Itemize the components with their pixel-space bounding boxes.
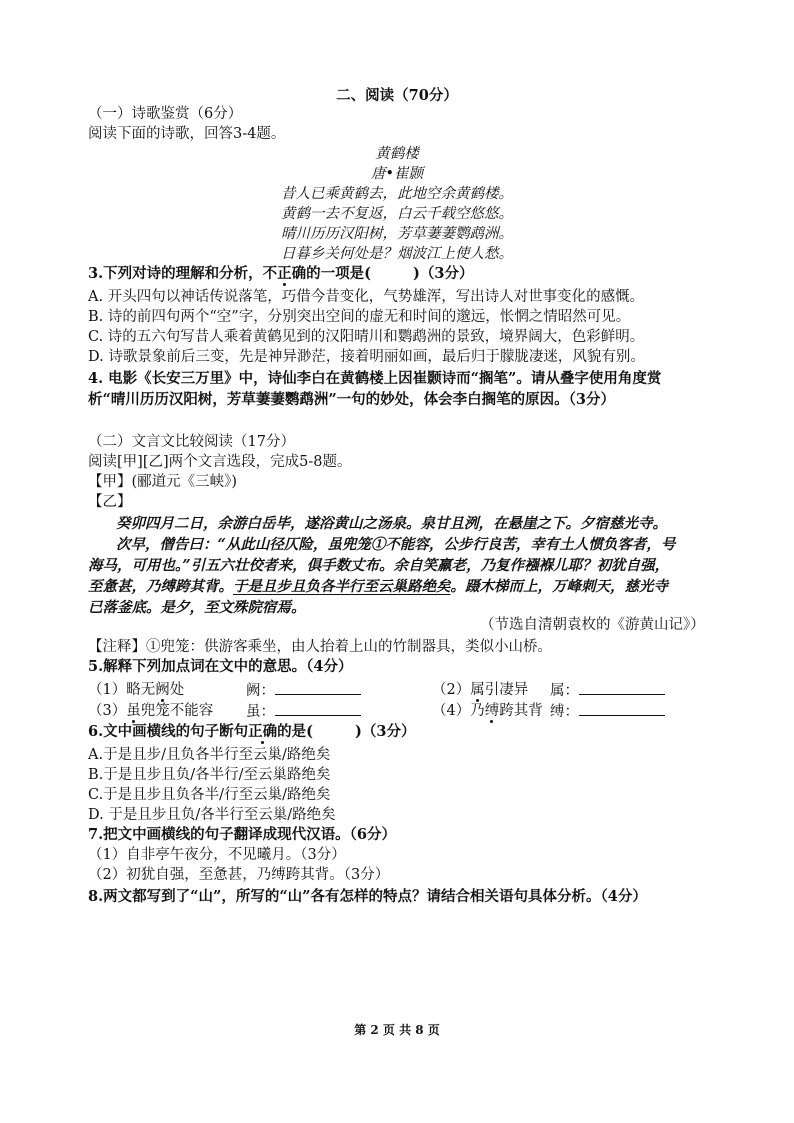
q5-item-3-pre: （3） — [88, 703, 127, 719]
passage-yi-label: 【乙】 — [88, 494, 132, 510]
question-5-title: 5.解释下列加点词在文中的意思。（4分） — [88, 658, 353, 675]
q5-item-3-dotted-word: 虽 — [126, 703, 141, 719]
page-footer: 第 2 页 共 8 页 — [354, 1023, 440, 1037]
passage-jia-label: 【甲】(郦道元《三峡》) — [88, 474, 238, 490]
part2-heading: （二）文言文比较阅读（17分） — [88, 434, 295, 450]
q5-item-3-label: 虽： — [246, 704, 275, 720]
q7-item-2: （2）初犹自强，至惫甚，乃缚跨其背。（3分） — [88, 867, 390, 883]
q5-item-3 — [88, 701, 213, 721]
q6-option-a: A.于是且步/且负各半行至云巢/路绝矣 — [88, 747, 331, 763]
poem-line-2: 黄鹤一去不复返，白云千载空悠悠。 — [281, 206, 513, 222]
q5-item-1-label: 阙： — [246, 683, 275, 699]
q3-option-a: A. 开头四句以神话传说落笔，巧借今昔变化，气势雄浑，写出诗人对世事变化的感慨。 — [88, 289, 645, 305]
q6-suffix: 的是( — [277, 723, 314, 740]
question-7-title: 7.把文中画横线的句子翻译成现代汉语。（6分） — [88, 826, 396, 843]
q5-item-2-label: 属： — [550, 683, 579, 699]
q6-score: )（3分） — [355, 723, 416, 740]
poem-line-1: 昔人已乘黄鹤去，此地空余黄鹤楼。 — [281, 186, 513, 202]
q5-item-4-label: 缚： — [550, 704, 579, 720]
q6-prefix: 6.文中画横线的句子断句 — [88, 723, 249, 740]
q3-emphasis-dotted: 不正确 — [262, 265, 307, 282]
q3-option-b: B. 诗的前四句两个“空”字，分别突出空间的虚无和时间的邈远，怅惘之情昭然可见。 — [88, 309, 631, 325]
q3-score: )（3分） — [413, 265, 474, 282]
q5-item-4-answer — [550, 701, 665, 722]
part1-instruction: 阅读下面的诗歌，回答3-4题。 — [88, 126, 286, 142]
passage-yi-line-1: 癸卯四月二日，余游白岳毕，遂浴黄山之汤泉。泉甘且洌，在悬崖之下。夕宿慈光寺。 — [116, 515, 667, 532]
poem-title: 黄鹤楼 — [375, 146, 419, 162]
poem-line-4: 日暮乡关何处是？烟波江上使人愁。 — [281, 246, 513, 262]
q5-item-4-pre: （4）乃 — [432, 703, 485, 719]
passage-note: 【注释】①兜笼：供游客乘坐，由人抬着上山的竹制器具，类似小山桥。 — [88, 639, 552, 655]
q5-item-4-blank[interactable] — [579, 701, 665, 716]
part1-heading: （一）诗歌鉴赏（6分） — [88, 106, 243, 122]
poem-line-3: 晴川历历汉阳树，芳草萋萋鹦鹉洲。 — [281, 226, 513, 242]
question-6 — [88, 722, 415, 742]
q6-emphasis-dotted: 正确 — [248, 723, 278, 740]
q5-item-2-dotted-word: 属 — [470, 682, 485, 698]
q5-item-3-answer — [246, 701, 361, 722]
passage-yi-line-4 — [88, 577, 668, 597]
passage-source: （节选自清朝袁枚的《游黄山记》） — [480, 617, 705, 633]
passage-yi-line-3: 海马，可用也。”引五六壮佼者来，俱手数丈布。余自笑羸老，乃复作襁褓儿耶？初犹自强， — [88, 557, 670, 574]
q6-option-c: C.于是且步且负各半/行至云巢/路绝矣 — [88, 787, 331, 803]
q3-prefix: 3.下列对诗的理解和分析， — [88, 265, 263, 282]
q5-item-1 — [88, 680, 184, 700]
q3-suffix: 的一项是( — [306, 265, 372, 282]
q7-item-1: （1）自非亭午夜分，不见曦月。（3分） — [88, 847, 346, 863]
q5-item-3-blank[interactable] — [275, 701, 361, 716]
passage-line4-post: 。蹑木梯而上，万峰刺天，慈光寺 — [450, 578, 668, 595]
q3-option-c: C. 诗的五六句写昔人乘着黄鹤见到的汉阳晴川和鹦鹉洲的景致，境界阔大，色彩鲜明。 — [88, 329, 645, 345]
q5-item-2-pre: （2） — [432, 682, 471, 698]
q5-item-4 — [432, 701, 543, 721]
underlined-sentence: 于是且步且负各半行至云巢路绝矣 — [233, 578, 451, 595]
q5-item-2-answer — [550, 680, 665, 701]
q5-item-1-blank[interactable] — [275, 680, 361, 695]
q5-item-1-dotted-word: 阙 — [155, 682, 170, 698]
q6-option-d: D. 于是且步且负/各半行至云巢/路绝矣 — [88, 807, 336, 823]
part2-instruction: 阅读[甲][乙]两个文言选段，完成5-8题。 — [88, 454, 352, 470]
passage-yi-line-5: 已落釜底。是夕，至文殊院宿焉。 — [88, 599, 306, 616]
question-4-line-2: 析“晴川历历汉阳树，芳草萋萋鹦鹉洲”一句的妙处，体会李白搁笔的原因。（3分） — [88, 391, 616, 408]
question-8: 8.两文都写到了“山”，所写的“山”各有怎样的特点？请结合相关语句具体分析。（4分） — [88, 888, 647, 905]
section-title: 二、阅读（70分） — [336, 87, 458, 104]
question-4-line-1: 4. 电影《长安三万里》中，诗仙李白在黄鹤楼上因崔颢诗而“搁笔”。请从叠字使用角度赏 — [88, 370, 662, 387]
q5-item-1-pre: （1）略无 — [88, 682, 156, 698]
passage-yi-line-2: 次早，僧告曰：“从此山径仄险，虽兜笼①不能容，公步行良苦，幸有土人惯负客者，号 — [116, 536, 676, 553]
q6-option-b: B.于是且步且负/各半行/至云巢路绝矣 — [88, 767, 331, 783]
q5-item-1-post: 处 — [169, 682, 185, 698]
q3-option-d: D. 诗歌景象前后三变，先是神异渺茫，接着明丽如画，最后归于朦胧凄迷，风貌有别。 — [88, 349, 645, 365]
q5-item-4-dotted-word: 缚 — [484, 703, 500, 719]
question-3 — [88, 264, 473, 284]
poem-author: 唐•崔颢 — [370, 166, 424, 182]
passage-line4-pre: 至惫甚，乃缚跨其背。 — [88, 578, 233, 595]
q5-item-4-post: 跨其背 — [499, 703, 543, 719]
q5-item-2-post: 引凄异 — [484, 682, 529, 698]
q5-item-3-post: 兜笼不能容 — [140, 703, 214, 719]
q5-item-1-answer — [246, 680, 361, 701]
q5-item-2 — [432, 680, 528, 700]
q5-item-2-blank[interactable] — [579, 680, 665, 695]
